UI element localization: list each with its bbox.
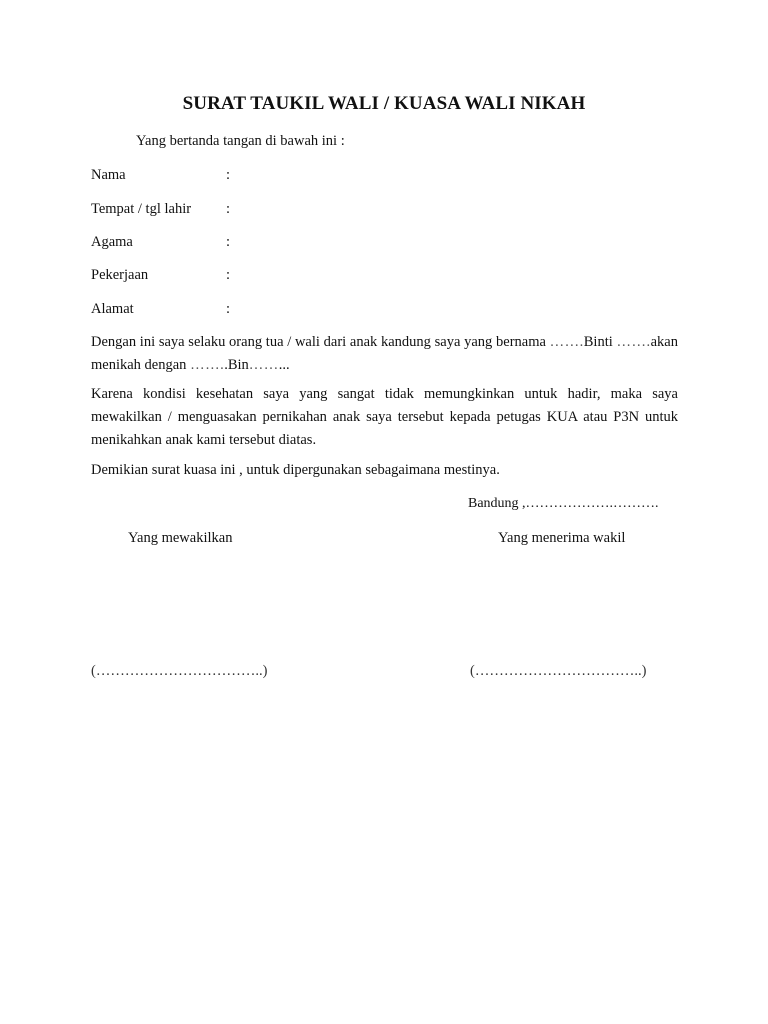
signatory-label-left: Yang mewakilkan: [128, 530, 233, 546]
document-title: SURAT TAUKIL WALI / KUASA WALI NIKAH: [182, 93, 586, 114]
paragraph-text: akan menikah dengan: [91, 334, 678, 373]
signature-line-left: (……………………………..): [91, 663, 268, 679]
paragraph-text: Dengan ini saya selaku orang tua / wali dari anak kandung saya yang bernama: [91, 334, 550, 350]
field-alamat: [91, 301, 391, 321]
paragraph-text: ...: [278, 357, 290, 373]
blank-dots: …….: [549, 334, 584, 350]
field-tempat-tgl-lahir: [91, 201, 391, 221]
field-label: Agama: [91, 234, 133, 250]
paragraph-statement: [91, 331, 678, 377]
paragraph-closing: Demikian surat kuasa ini , untuk dipergunakan sebagaimana mestinya.: [91, 462, 500, 478]
blank-dots: …….: [190, 357, 225, 373]
blank-dots: …….: [616, 334, 651, 350]
field-colon: :: [226, 267, 231, 283]
field-nama: [91, 167, 391, 187]
field-label: Alamat: [91, 301, 134, 317]
field-label: Nama: [91, 167, 126, 183]
place-date: Bandung ,……………….……….: [468, 496, 659, 511]
field-colon: :: [226, 301, 231, 317]
field-colon: :: [226, 201, 231, 217]
paragraph-text: .Bin: [224, 357, 249, 373]
signature-line-right: (……………………………..): [470, 663, 647, 679]
field-pekerjaan: [91, 267, 391, 287]
paragraph-reason: Karena kondisi kesehatan saya yang sangat tidak memungkinkan untuk hadir, maka saya mewakilkan / menguasakan pernikahan anak saya tersebut kepada petugas KUA atau P3N untuk menikahkan anak kami tersebut diatas.: [91, 386, 678, 448]
field-colon: :: [226, 167, 231, 183]
field-label: Pekerjaan: [91, 267, 149, 283]
signatory-label-right: Yang menerima wakil: [498, 530, 626, 546]
field-colon: :: [226, 234, 231, 250]
field-agama: [91, 234, 391, 254]
blank-dots: ……: [248, 357, 279, 373]
paragraph-text: Binti: [583, 334, 617, 350]
intro-text: Yang bertanda tangan di bawah ini :: [136, 133, 345, 149]
field-label: Tempat / tgl lahir: [91, 201, 192, 217]
